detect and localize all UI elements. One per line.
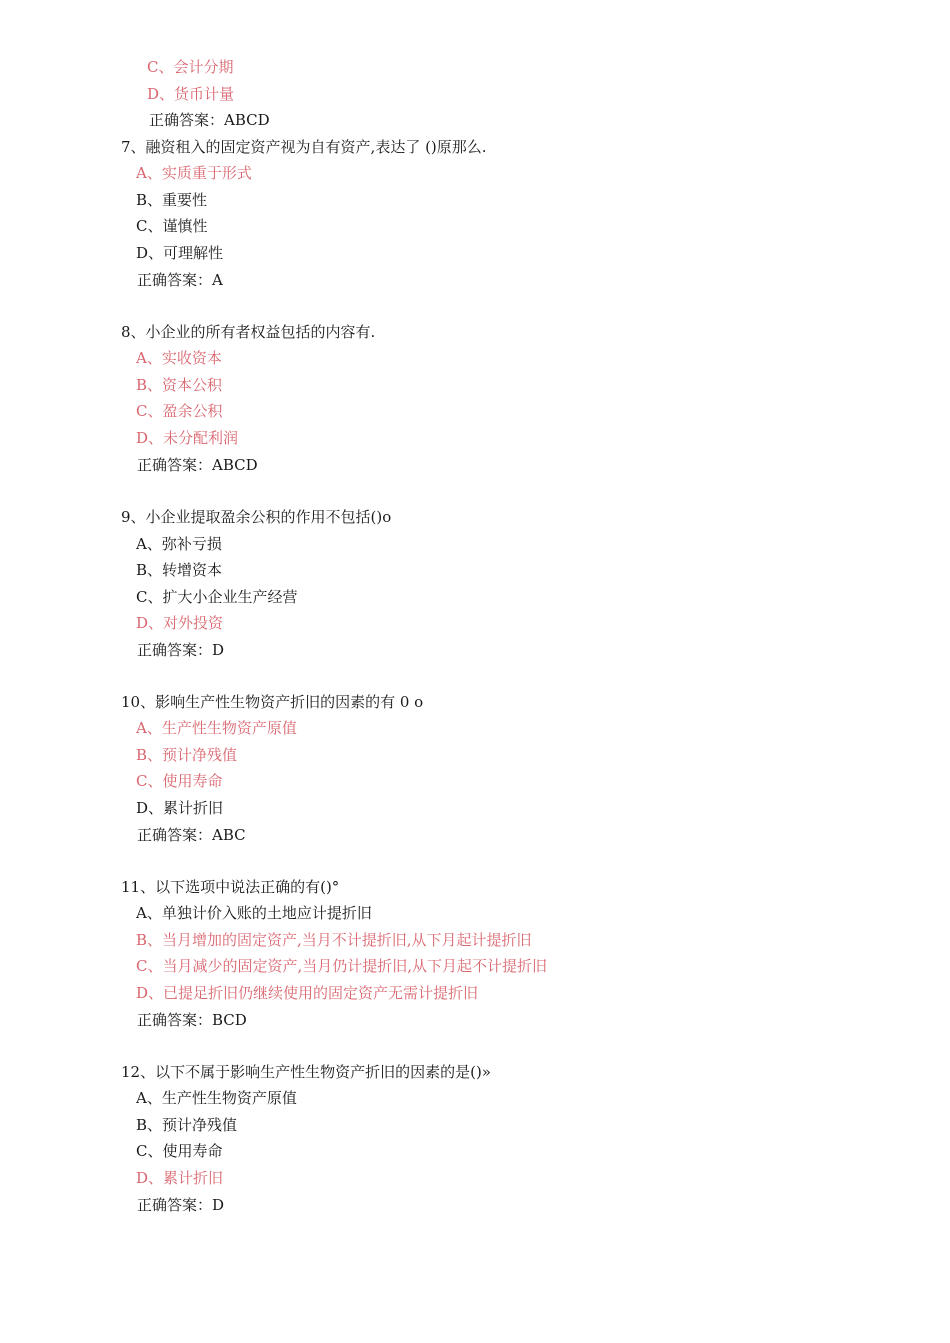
question-7-option-c: C、谨慎性 — [136, 217, 208, 235]
question-7-text: 7、融资租入的固定资产视为自有资产,表达了 ()原那么. — [121, 138, 487, 156]
question-7-option-a: A、实质重于形式 — [136, 164, 252, 182]
question-10-option-c: C、使用寿命 — [136, 772, 223, 790]
question-7-answer: 正确答案：A — [137, 271, 223, 289]
question-11-text: 11、以下选项中说法正确的有()° — [121, 878, 340, 896]
carryover-option-d: D、货币计量 — [147, 85, 235, 103]
question-10-option-b: B、预计净残值 — [136, 746, 238, 764]
question-10-option-d: D、累计折旧 — [136, 799, 224, 817]
question-11-option-a: A、单独计价入账的土地应计提折旧 — [136, 904, 372, 922]
question-9-option-a: A、弥补亏损 — [136, 535, 222, 553]
question-9-option-b: B、转增资本 — [136, 561, 223, 579]
question-8-text: 8、小企业的所有者权益包括的内容有. — [121, 323, 376, 341]
question-8-option-d: D、未分配利润 — [136, 429, 239, 447]
question-10-option-a: A、生产性生物资产原值 — [136, 719, 297, 737]
question-12-text: 12、以下不属于影响生产性生物资产折旧的因素的是()» — [121, 1063, 491, 1081]
question-12-option-c: C、使用寿命 — [136, 1142, 223, 1160]
question-9-option-c: C、扩大小企业生产经营 — [136, 588, 298, 606]
question-8-answer: 正确答案：ABCD — [137, 456, 258, 474]
question-9-answer: 正确答案：D — [137, 641, 225, 659]
question-9-option-d: D、对外投资 — [136, 614, 224, 632]
question-10-text: 10、影响生产性生物资产折旧的因素的有 0 o — [121, 693, 424, 711]
question-11-option-b: B、当月增加的固定资产,当月不计提折旧,从下月起计提折旧 — [136, 931, 532, 949]
question-12-option-b: B、预计净残值 — [136, 1116, 238, 1134]
carryover-answer: 正确答案：ABCD — [149, 111, 270, 129]
question-11-answer: 正确答案：BCD — [137, 1011, 247, 1029]
question-7-option-d: D、可理解性 — [136, 244, 224, 262]
question-11-option-c: C、当月减少的固定资产,当月仍计提折旧,从下月起不计提折旧 — [136, 957, 548, 975]
question-11-option-d: D、已提足折旧仍继续使用的固定资产无需计提折旧 — [136, 984, 479, 1002]
question-10-answer: 正确答案：ABC — [137, 826, 246, 844]
question-8-option-c: C、盈余公积 — [136, 402, 223, 420]
question-12-option-a: A、生产性生物资产原值 — [136, 1089, 297, 1107]
carryover-option-c: C、会计分期 — [147, 58, 234, 76]
question-12-answer: 正确答案：D — [137, 1196, 225, 1214]
question-8-option-a: A、实收资本 — [136, 349, 222, 367]
question-12-option-d: D、累计折旧 — [136, 1169, 224, 1187]
question-9-text: 9、小企业提取盈余公积的作用不包括()o — [121, 508, 392, 526]
question-7-option-b: B、重要性 — [136, 191, 208, 209]
question-8-option-b: B、资本公积 — [136, 376, 223, 394]
